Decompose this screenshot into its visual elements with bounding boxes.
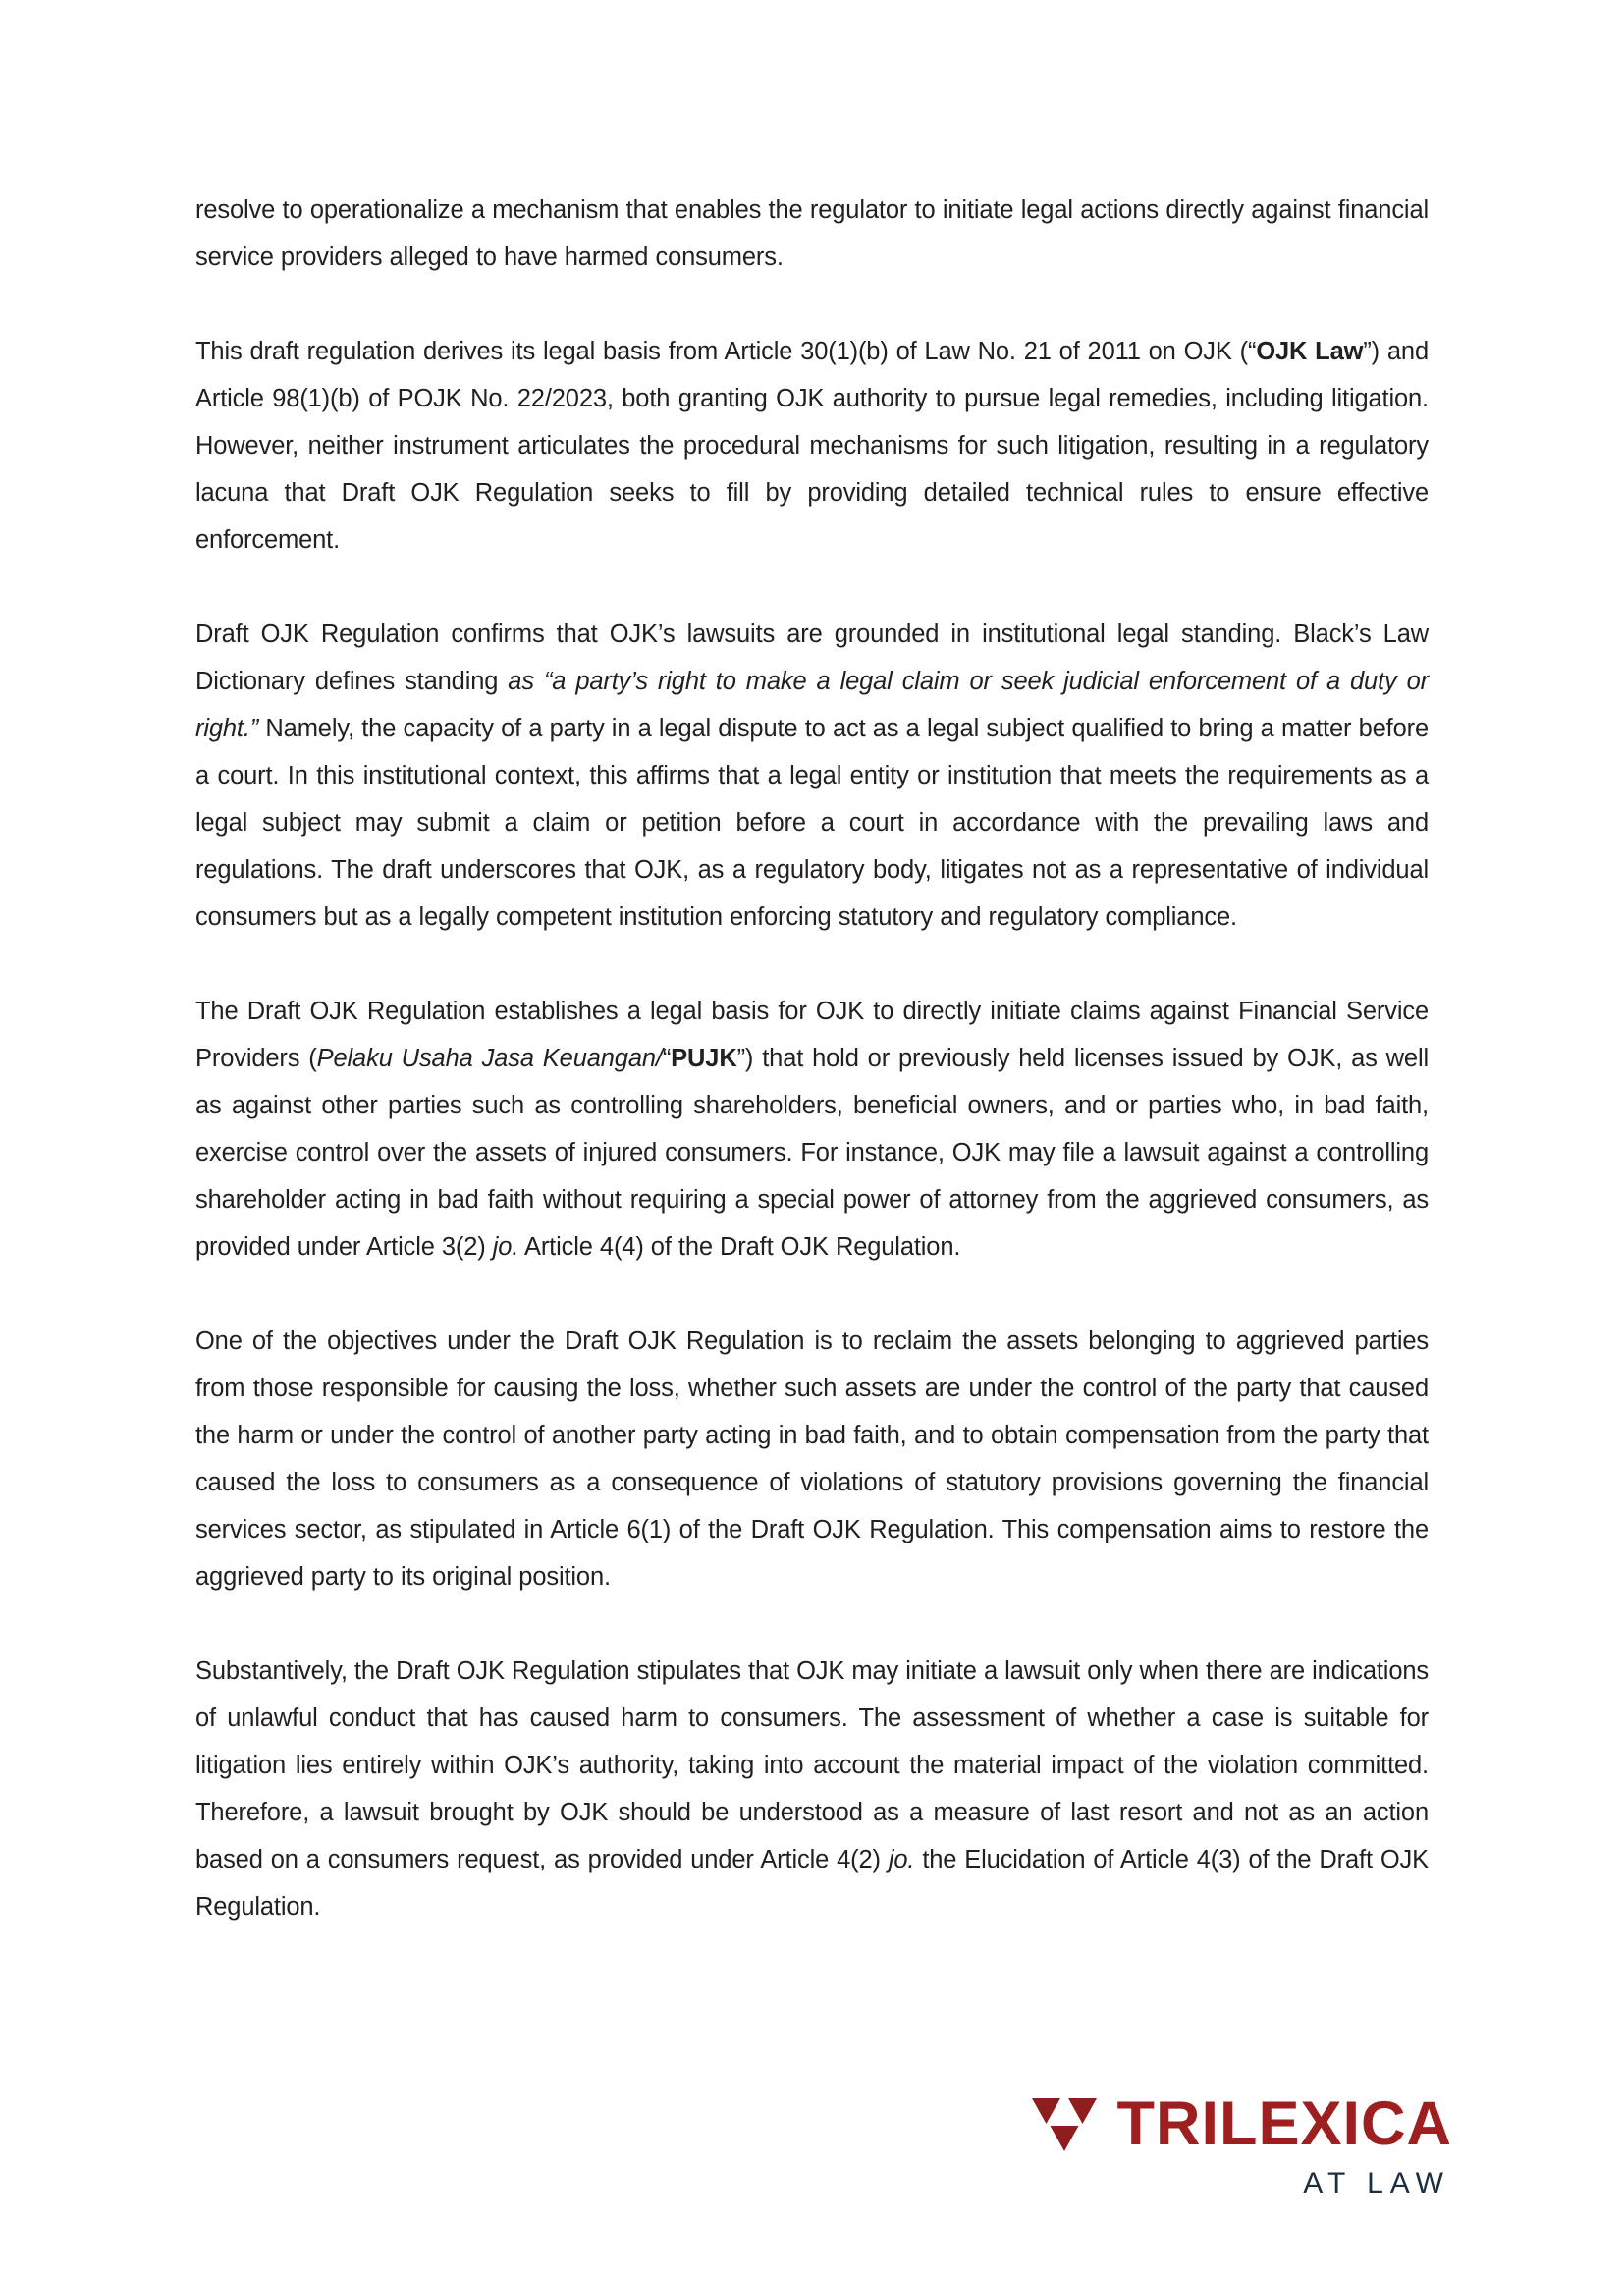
text-run-normal: Substantively, the Draft OJK Regulation stipulates that OJK may initiate a lawsuit only when there are indications of unlawful conduct that has caused harm to consumers. The assessment of whether a case is suitable for litigation lies entirely within OJK’s authority, taking into account the material impact of the violation committed. Therefore, a lawsuit brought by OJK should be understood as a measure of last resort and not as an action based on a consumers request, as provided under Article 4(2) <box>195 1657 1429 1873</box>
text-run-normal: This draft regulation derives its legal basis from Article 30(1)(b) of Law No. 21 of 2011 on OJK (“ <box>195 338 1257 365</box>
paragraph-legal-basis <box>195 328 1429 564</box>
text-run-italic: Pelaku Usaha Jasa Keuangan/ <box>316 1045 663 1072</box>
three-triangles-icon <box>1032 2096 1097 2153</box>
logo-primary-row <box>1032 2089 1452 2158</box>
text-run-italic: as “a party’s right to make a legal claim or seek judicial enforcement of a duty or right.” <box>195 668 1429 742</box>
document-body <box>195 187 1429 1930</box>
text-run-normal: “ <box>662 1045 672 1072</box>
text-run-normal: Draft OJK Regulation confirms that OJK’s lawsuits are grounded in institutional legal standing. Black’s Law Dictionary defines standing <box>195 621 1429 695</box>
text-run-normal: One of the objectives under the Draft OJK Regulation is to reclaim the assets belonging to aggrieved parties from those responsible for causing the loss, whether such assets are under the control of the party that caused the harm or under the control of another party acting in bad faith, and to obtain compensation from the party that caused the loss to consumers as a consequence of violations of statutory provisions governing the financial services sector, as stipulated in Article 6(1) of the Draft OJK Regulation. This compensation aims to restore the aggrieved party to its original position. <box>195 1327 1429 1591</box>
text-run-bold: PUJK <box>671 1045 737 1072</box>
text-run-normal: ”) and Article 98(1)(b) of POJK No. 22/2023, both granting OJK authority to pursue legal remedies, including litigation. However, neither instrument articulates the procedural mechanisms for such litigation, resulting in a regulatory lacuna that Draft OJK Regulation seeks to fill by providing detailed technical rules to ensure effective enforcement. <box>195 338 1429 554</box>
paragraph-legal-standing <box>195 611 1429 941</box>
text-run-normal: Article 4(4) of the Draft OJK Regulation. <box>518 1233 961 1261</box>
paragraph-continuation <box>195 187 1429 281</box>
paragraph-pujk-claims <box>195 988 1429 1271</box>
firm-logo <box>1032 2089 1452 2200</box>
text-run-normal: Namely, the capacity of a party in a legal dispute to act as a legal subject qualified to bring a matter before a court. In this institutional context, this affirms that a legal entity or institution that meets the requirements as a legal subject may submit a claim or petition before a court in accordance with the prevailing laws and regulations. The draft underscores that OJK, as a regulatory body, litigates not as a representative of individual consumers but as a legally competent institution enforcing statutory and regulatory compliance. <box>195 715 1429 931</box>
paragraph-substantive <box>195 1648 1429 1930</box>
paragraph-objectives <box>195 1318 1429 1600</box>
text-run-normal: The Draft OJK Regulation establishes a legal basis for OJK to directly initiate claims against Financial Service Providers ( <box>195 998 1429 1072</box>
text-run-normal: ”) that hold or previously held licenses issued by OJK, as well as against other parties such as controlling shareholders, beneficial owners, and or parties who, in bad faith, exercise control over the assets of injured consumers. For instance, OJK may file a lawsuit against a controlling shareholder acting in bad faith without requiring a special power of attorney from the aggrieved consumers, as provided under Article 3(2) <box>195 1045 1429 1261</box>
logo-wordmark: TRILEXICA <box>1116 2089 1452 2158</box>
text-run-italic: jo. <box>492 1233 519 1261</box>
text-run-italic: jo. <box>888 1846 915 1873</box>
text-run-normal: the Elucidation of Article 4(3) of the Draft OJK Regulation. <box>195 1846 1430 1921</box>
logo-tagline: AT LAW <box>1303 2167 1450 2199</box>
text-run-bold: OJK Law <box>1256 338 1364 365</box>
text-run-normal: resolve to operationalize a mechanism that enables the regulator to initiate legal actions directly against financial service providers alleged to have harmed consumers. <box>195 196 1429 271</box>
